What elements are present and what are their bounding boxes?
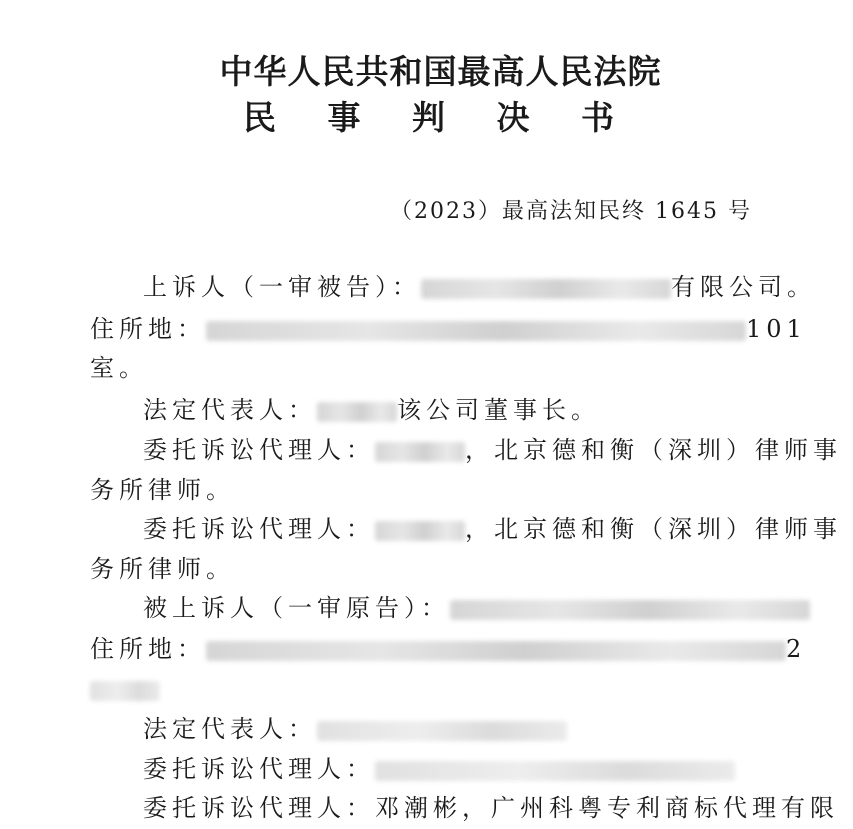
case-number: （2023）最高法知民终 1645 号 xyxy=(390,199,752,224)
appellant-address-end: 室。 xyxy=(90,354,148,382)
appellant-suffix: 有限公司。 xyxy=(671,273,816,301)
redacted-name xyxy=(317,402,397,422)
redacted-address xyxy=(90,681,160,701)
legal-rep-label: 法定代表人： xyxy=(143,396,317,424)
agent-label: 委托诉讼代理人： xyxy=(143,436,375,464)
agent-label: 委托诉讼代理人： xyxy=(143,515,375,543)
appellee-address-end xyxy=(90,672,160,706)
redacted-name xyxy=(375,761,735,781)
agent1-firm-end: 务所律师。 xyxy=(90,476,235,504)
agent2-firm: ，北京德和衡（深圳）律师事 xyxy=(465,515,842,543)
appellee-agent2-line: 委托诉讼代理人：邓潮彬，广州科粤专利商标代理有限 xyxy=(143,794,839,822)
address-tail: 101 xyxy=(746,315,807,343)
document-type-title: 民 事 判 决 书 xyxy=(243,98,634,137)
redacted-name xyxy=(421,279,671,299)
agent2-firm-end: 务所律师。 xyxy=(90,555,235,583)
agent-label: 委托诉讼代理人： xyxy=(143,755,375,783)
redacted-address xyxy=(206,321,746,341)
redacted-name xyxy=(375,521,465,541)
legal-rep-label: 法定代表人： xyxy=(143,715,317,743)
legal-rep-suffix: 该公司董事长。 xyxy=(397,396,600,424)
address-tail: 2 xyxy=(786,635,807,663)
court-title: 中华人民共和国最高人民法院 xyxy=(219,52,662,91)
agent1-firm: ，北京德和衡（深圳）律师事 xyxy=(465,436,842,464)
address-label: 住所地： xyxy=(90,315,206,343)
appellee-label: 被上诉人（一审原告）： xyxy=(143,594,450,622)
address-label: 住所地： xyxy=(90,635,206,663)
appellee-line xyxy=(143,591,810,625)
legal-rep-line xyxy=(143,393,600,427)
appellant-label: 上诉人（一审被告）： xyxy=(143,273,421,301)
appellant-line xyxy=(143,270,816,304)
redacted-address xyxy=(206,641,786,661)
appellant-address-line xyxy=(90,312,807,346)
appellee-legal-rep-line xyxy=(143,712,567,746)
agent2-line xyxy=(143,512,842,546)
agent1-line xyxy=(143,433,842,467)
appellee-agent1-line xyxy=(143,752,735,786)
appellee-address-line xyxy=(90,632,806,666)
redacted-name xyxy=(450,600,810,620)
redacted-name xyxy=(375,442,465,462)
redacted-name xyxy=(317,721,567,741)
